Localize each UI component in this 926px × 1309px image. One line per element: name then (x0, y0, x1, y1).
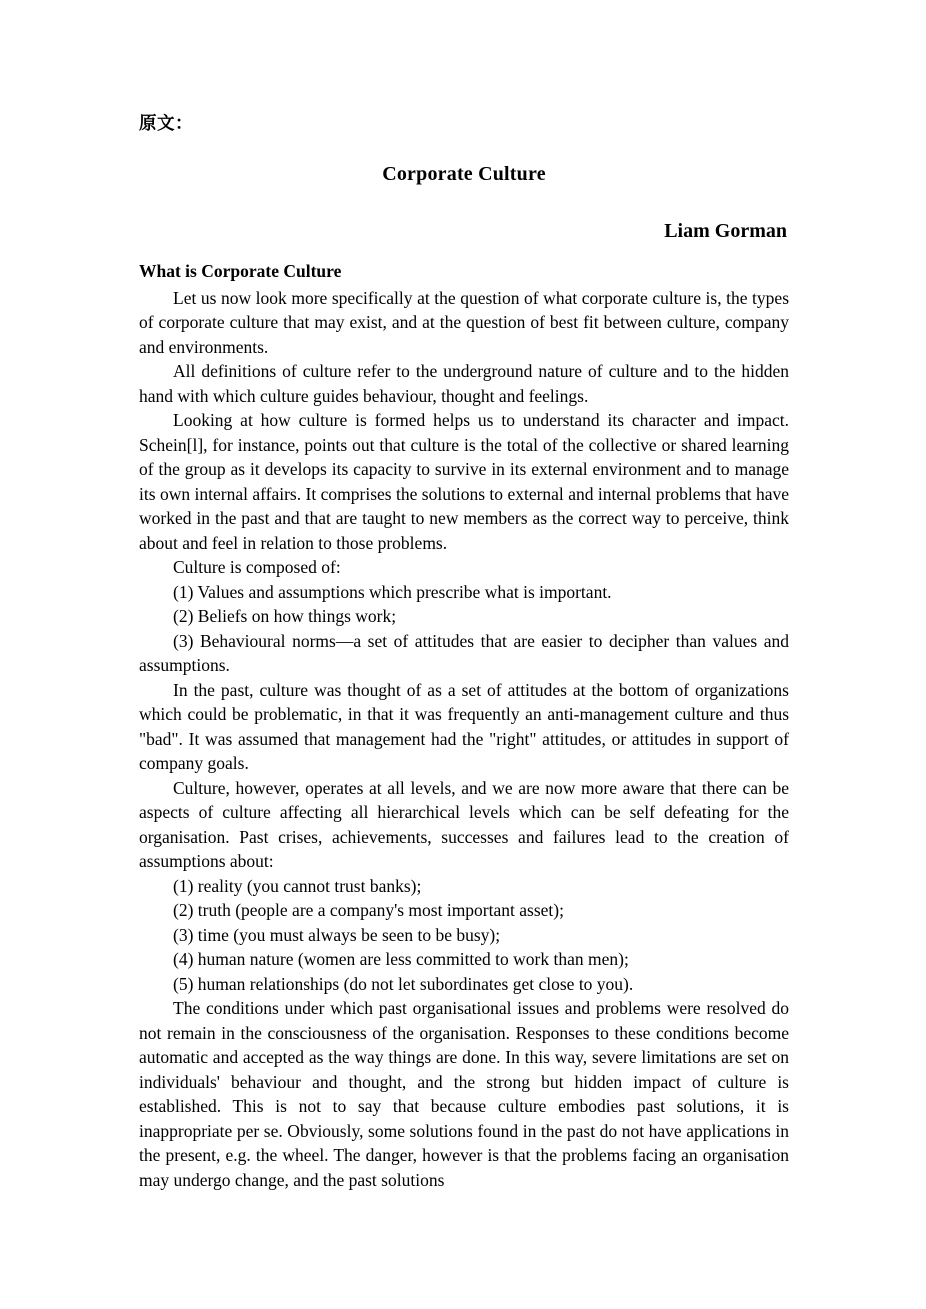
paragraph: Culture is composed of: (173, 557, 341, 577)
list-item: (3) Behavioural norms—a set of attitudes that are easier to decipher than values and assumptions. (139, 630, 789, 675)
paragraph: All definitions of culture refer to the underground nature of culture and to the hidden hand with which culture guides behaviour, thought and feelings. (139, 361, 789, 406)
list-item: (3) time (you must always be seen to be busy); (173, 924, 501, 945)
list-item: (1) reality (you cannot trust banks); (173, 875, 422, 896)
list-item: (1) Values and assumptions which prescribe what is important. (173, 581, 612, 602)
section-heading: What is Corporate Culture (139, 260, 342, 281)
paragraph: Culture, however, operates at all levels, and we are now more aware that there can be aspects of culture affecting all hierarchical levels which can be self defeating for the organisation. Past crises, achievements, successes and failures lead to the creation of assumptions about: (139, 777, 789, 871)
list-item: (2) truth (people are a company's most important asset); (173, 900, 564, 920)
page-title: Corporate Culture (382, 162, 546, 185)
paragraph: Looking at how culture is formed helps us to understand its character and impact. Schein[l], for instance, points out that culture is the total of the collective or shared learning of the group as it develops its capacity to survive in its external environment and to manage its own internal affairs. It comprises the solutions to external and internal problems that have worked in the past and that are taught to new members as the correct way to perceive, think about and feel in relation to those problems. (139, 410, 789, 553)
list-item: (4) human nature (women are less committed to work than men); (173, 949, 629, 969)
paragraph: Let us now look more specifically at the question of what corporate culture is, the types of corporate culture that may exist, and at the question of best fit between culture, company and environments. (139, 287, 789, 357)
paragraph: In the past, culture was thought of as a set of attitudes at the bottom of organizations which could be problematic, in that it was frequently an anti-management culture and thus "bad". It was assumed that management had the "right" attitudes, or attitudes in support of company goals. (139, 679, 789, 773)
list-item: (2) Beliefs on how things work; (173, 606, 397, 626)
source-text-label: 原文： (139, 114, 193, 134)
paragraph: The conditions under which past organisational issues and problems were resolved do not remain in the consciousness of the organisation. Responses to these conditions become automatic and accepted as the way things are done. In this way, severe limitations are set on individuals' behaviour and thought, and the strong but hidden impact of culture is established. This is not to say that because culture embodies past solutions, it is inappropriate per se. Obviously, some solutions found in the past do not have applications in the present, e.g. the wheel. The danger, however is that the problems facing an organisation may undergo change, and the past solutions (139, 998, 789, 1190)
list-item: (5) human relationships (do not let subordinates get close to you). (173, 973, 634, 994)
author-name: Liam Gorman (664, 219, 787, 242)
